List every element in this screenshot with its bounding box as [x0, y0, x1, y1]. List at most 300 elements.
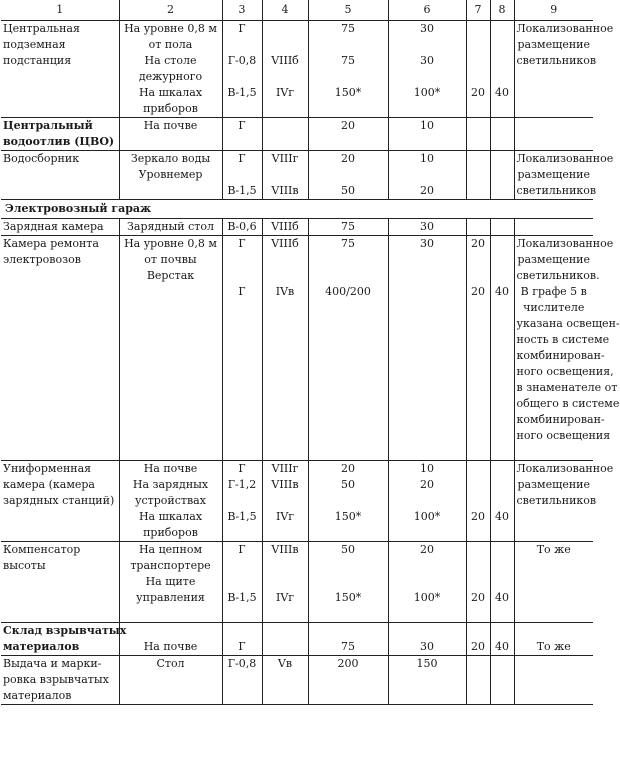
cell-line [265, 37, 306, 53]
cell-line: Выдача и марки- [3, 657, 102, 670]
column-number: 5 [308, 0, 388, 21]
cell-line [469, 219, 488, 235]
cell-line [265, 69, 306, 85]
cell-line: 200 [337, 657, 359, 670]
cell-col-4 [262, 236, 308, 461]
cell-line [311, 316, 386, 332]
cell-line [265, 623, 306, 639]
cell-line [122, 380, 220, 396]
table-row [1, 623, 593, 656]
cell-line [311, 364, 386, 380]
cell-line [225, 37, 260, 53]
table-row [1, 461, 593, 542]
cell-line: Г [238, 152, 246, 165]
cell-line: от пола [148, 38, 193, 51]
cell-line [493, 525, 512, 541]
cell-col-9 [514, 118, 593, 151]
cell-col-8 [490, 656, 514, 705]
cell-line [493, 574, 512, 590]
cell-col-3 [222, 542, 262, 623]
cell-col-8 [490, 542, 514, 623]
cell-col-6 [388, 542, 466, 623]
cell-line [122, 606, 220, 622]
cell-line [469, 623, 488, 639]
cell-line [493, 236, 512, 252]
column-number: 2 [119, 0, 222, 21]
cell-line [391, 412, 464, 428]
cell-line: Центральный [3, 119, 93, 132]
cell-col-3 [222, 623, 262, 656]
cell-line: Компенсатор [3, 543, 81, 556]
cell-line: IVг [275, 510, 295, 523]
cell-line [3, 284, 117, 300]
cell-col-7 [466, 21, 490, 118]
cell-col-9 [514, 151, 614, 200]
cell-line: 20 [341, 462, 355, 475]
cell-line [311, 37, 386, 53]
cell-col-6 [388, 21, 466, 118]
cell-col-1 [1, 118, 119, 151]
cell-line [469, 101, 488, 117]
cell-line [311, 428, 386, 444]
cell-line [225, 252, 260, 268]
cell-line [469, 183, 488, 199]
cell-line [3, 396, 117, 412]
table-row [1, 118, 593, 151]
cell-line [391, 167, 464, 183]
cell-line [122, 134, 220, 150]
cell-col-7 [466, 656, 490, 705]
cell-line: общего в системе [516, 397, 620, 410]
cell-line [311, 69, 386, 85]
cell-line: размещение [517, 253, 591, 266]
cell-col-5 [308, 21, 388, 118]
cell-col-1 [1, 542, 119, 623]
cell-line [265, 167, 306, 183]
cell-line: На почве [143, 462, 198, 475]
cell-line [493, 477, 512, 493]
cell-line: Г [238, 285, 246, 298]
cell-line: Г [238, 543, 246, 556]
cell-line [493, 101, 512, 117]
cell-line [469, 428, 488, 444]
cell-line: 30 [420, 237, 434, 250]
cell-line [311, 412, 386, 428]
cell-line [122, 412, 220, 428]
cell-line: водоотлив (ЦВО) [3, 135, 115, 148]
cell-line: 150 [416, 657, 438, 670]
cell-line [225, 268, 260, 284]
cell-line [493, 461, 512, 477]
cell-col-6 [388, 118, 466, 151]
cell-line: VIIIв [271, 543, 299, 556]
cell-line: ность в системе [516, 333, 610, 346]
cell-line [3, 509, 117, 525]
cell-line [225, 364, 260, 380]
cell-line [265, 574, 306, 590]
cell-line [311, 380, 386, 396]
cell-line: 20 [471, 237, 485, 250]
cell-line [391, 574, 464, 590]
cell-col-4 [262, 21, 308, 118]
cell-line [391, 525, 464, 541]
cell-line [391, 688, 464, 704]
cell-line [391, 348, 464, 364]
cell-line [493, 134, 512, 150]
cell-line: материалов [3, 640, 80, 653]
cell-line: ного освещения, [516, 365, 614, 378]
cell-line: То же [536, 640, 571, 653]
cell-line: В-1,5 [227, 86, 257, 99]
cell-line [493, 364, 512, 380]
cell-line: Камера ремонта [3, 237, 99, 250]
cell-line [517, 688, 592, 704]
cell-line [225, 412, 260, 428]
cell-line: 40 [495, 510, 509, 523]
cell-col-8 [490, 236, 514, 461]
cell-line: 20 [420, 543, 434, 556]
cell-col-5 [308, 542, 388, 623]
cell-line [469, 542, 488, 558]
cell-line [265, 688, 306, 704]
cell-line [3, 69, 117, 85]
cell-line [493, 183, 512, 199]
cell-line: электровозов [3, 253, 81, 266]
cell-line [311, 300, 386, 316]
cell-col-2 [119, 118, 222, 151]
cell-line [122, 284, 220, 300]
cell-line: Г [238, 22, 246, 35]
cell-line [391, 101, 464, 117]
cell-line: светильников [516, 54, 597, 67]
cell-col-8 [490, 151, 514, 200]
cell-line [225, 167, 260, 183]
cell-line [469, 461, 488, 477]
cell-line [517, 525, 592, 541]
cell-line: транспортере [130, 559, 211, 572]
column-number: 3 [222, 0, 262, 21]
cell-line [122, 332, 220, 348]
cell-line [493, 542, 512, 558]
cell-line: Локализованное [516, 152, 614, 165]
cell-line [3, 428, 117, 444]
cell-col-3 [222, 461, 262, 542]
cell-line [493, 268, 512, 284]
cell-line: VIIIб [271, 237, 299, 250]
cell-line [225, 525, 260, 541]
cell-line [469, 412, 488, 428]
cell-line [469, 37, 488, 53]
cell-line [311, 558, 386, 574]
cell-line [517, 623, 592, 639]
cell-col-4 [262, 151, 308, 200]
cell-line [391, 364, 464, 380]
cell-col-2 [119, 656, 222, 705]
cell-line: Зарядная камера [3, 220, 104, 233]
cell-line: 40 [495, 591, 509, 604]
cell-line [469, 69, 488, 85]
column-number: 8 [490, 0, 514, 21]
cell-line [493, 118, 512, 134]
cell-line: Г [238, 462, 246, 475]
cell-line [225, 574, 260, 590]
cell-line: Уровнемер [138, 168, 203, 181]
cell-line [265, 525, 306, 541]
cell-col-5 [308, 236, 388, 461]
cell-line [122, 444, 220, 460]
cell-line: Локализованное [516, 22, 614, 35]
norms-table [1, 0, 620, 705]
cell-line: Верстак [146, 269, 195, 282]
cell-line [225, 69, 260, 85]
cell-line: Униформенная [3, 462, 92, 475]
cell-line [469, 688, 488, 704]
cell-col-7 [466, 118, 490, 151]
cell-line: 20 [471, 86, 485, 99]
cell-line [311, 101, 386, 117]
cell-line [469, 348, 488, 364]
cell-line [225, 332, 260, 348]
cell-line: устройствах [135, 494, 206, 507]
cell-line: Г-0,8 [227, 54, 257, 67]
cell-line: 40 [495, 86, 509, 99]
cell-line: VIIIг [271, 462, 299, 475]
cell-line [122, 183, 220, 199]
cell-line: 10 [420, 152, 434, 165]
cell-line [265, 332, 306, 348]
column-number: 1 [1, 0, 119, 21]
cell-line [391, 623, 464, 639]
cell-line [311, 167, 386, 183]
cell-col-3 [222, 219, 262, 236]
cell-line: ровка взрывчатых [3, 673, 109, 686]
cell-line [391, 69, 464, 85]
cell-line [469, 606, 488, 622]
cell-line: 20 [420, 184, 434, 197]
cell-line [311, 348, 386, 364]
cell-line [3, 183, 117, 199]
cell-line [517, 69, 592, 85]
cell-line [391, 396, 464, 412]
cell-col-2 [119, 219, 222, 236]
cell-line [225, 428, 260, 444]
cell-line [3, 300, 117, 316]
cell-line: Водосборник [3, 152, 80, 165]
cell-line [311, 268, 386, 284]
cell-line [391, 558, 464, 574]
cell-line [493, 252, 512, 268]
cell-line [122, 688, 220, 704]
cell-line [225, 606, 260, 622]
cell-col-8 [490, 461, 514, 542]
cell-line: светильников [516, 184, 597, 197]
cell-line [493, 53, 512, 69]
cell-col-5 [308, 118, 388, 151]
cell-line [3, 364, 117, 380]
cell-line [469, 134, 488, 150]
cell-line: На шкалах [138, 510, 203, 523]
cell-line [517, 444, 592, 460]
cell-line [265, 300, 306, 316]
cell-line [493, 348, 512, 364]
cell-line [469, 364, 488, 380]
cell-line [469, 558, 488, 574]
cell-col-6 [388, 236, 466, 461]
cell-line: светильников. [516, 269, 600, 282]
cell-line: 150* [334, 510, 362, 523]
cell-line [493, 69, 512, 85]
cell-line [469, 53, 488, 69]
cell-line: VIIIб [271, 220, 299, 233]
cell-line [493, 37, 512, 53]
cell-line [469, 21, 488, 37]
cell-col-1 [1, 623, 127, 656]
cell-line [517, 656, 592, 672]
cell-line [122, 623, 220, 639]
cell-col-9 [514, 21, 614, 118]
cell-col-2 [119, 623, 222, 656]
cell-line [265, 444, 306, 460]
cell-line [311, 574, 386, 590]
cell-line: размещение [517, 38, 591, 51]
cell-line [469, 525, 488, 541]
table-row [1, 656, 593, 705]
cell-line [469, 252, 488, 268]
cell-line: зарядных станций) [3, 494, 115, 507]
cell-col-3 [222, 151, 262, 200]
cell-line: приборов [143, 102, 198, 115]
cell-line [3, 380, 117, 396]
cell-line [3, 332, 117, 348]
cell-line: дежурного [138, 70, 203, 83]
cell-col-1 [1, 236, 119, 461]
cell-col-7 [466, 236, 490, 461]
cell-line [493, 21, 512, 37]
cell-line: 20 [341, 152, 355, 165]
cell-line [493, 412, 512, 428]
cell-line [265, 672, 306, 688]
cell-line [493, 493, 512, 509]
cell-line [493, 444, 512, 460]
section-title: Электровозный гараж [1, 200, 593, 219]
cell-line: размещение [517, 478, 591, 491]
cell-line: В-1,5 [227, 184, 257, 197]
cell-col-6 [388, 219, 466, 236]
cell-col-5 [308, 151, 388, 200]
cell-line [493, 558, 512, 574]
cell-line: размещение [517, 168, 591, 181]
cell-line: 40 [495, 640, 509, 653]
cell-line [469, 380, 488, 396]
cell-line [3, 606, 117, 622]
cell-line [493, 623, 512, 639]
cell-line [225, 101, 260, 117]
cell-line: 75 [341, 54, 355, 67]
cell-line [391, 606, 464, 622]
cell-line [517, 606, 592, 622]
cell-line: Склад взрывчатых [3, 624, 127, 637]
cell-line: 75 [341, 22, 355, 35]
cell-col-4 [262, 656, 308, 705]
cell-line [517, 85, 592, 101]
cell-line [391, 444, 464, 460]
cell-line [517, 590, 592, 606]
cell-line [517, 509, 592, 525]
cell-line: 20 [471, 591, 485, 604]
cell-line: комбинирован- [516, 349, 605, 362]
cell-col-2 [119, 461, 222, 542]
cell-line [225, 558, 260, 574]
cell-col-7 [466, 219, 490, 236]
cell-col-9 [514, 219, 593, 236]
cell-line [3, 85, 117, 101]
cell-col-4 [262, 542, 308, 623]
cell-col-1 [1, 656, 119, 705]
cell-line [391, 672, 464, 688]
cell-line: 20 [341, 119, 355, 132]
cell-line [265, 396, 306, 412]
cell-line: 30 [420, 640, 434, 653]
column-number: 4 [262, 0, 308, 21]
cell-line [122, 300, 220, 316]
cell-line [469, 672, 488, 688]
cell-line [122, 672, 220, 688]
table-row [1, 542, 593, 623]
cell-line [265, 380, 306, 396]
cell-line [311, 332, 386, 348]
cell-col-7 [466, 151, 490, 200]
cell-col-9 [514, 623, 593, 656]
cell-col-3 [222, 118, 262, 151]
cell-line: Зеркало воды [130, 152, 211, 165]
cell-line: 20 [471, 640, 485, 653]
cell-line [493, 428, 512, 444]
cell-line: Центральная [3, 22, 80, 35]
cell-line [469, 574, 488, 590]
cell-line [469, 118, 488, 134]
cell-line: 150* [334, 86, 362, 99]
cell-col-7 [466, 461, 490, 542]
cell-line: VIIIг [271, 152, 299, 165]
cell-line [311, 134, 386, 150]
cell-col-2 [119, 236, 222, 461]
cell-line [493, 656, 512, 672]
cell-line [265, 428, 306, 444]
cell-line: 75 [341, 237, 355, 250]
cell-col-6 [388, 461, 466, 542]
cell-line [311, 396, 386, 412]
cell-line: Г [238, 640, 246, 653]
cell-line: указана освещен- [516, 317, 620, 330]
table-row [1, 151, 593, 200]
cell-line: 50 [341, 184, 355, 197]
cell-col-8 [490, 21, 514, 118]
cell-line [391, 428, 464, 444]
table-row [1, 236, 593, 461]
cell-line: IVв [275, 285, 295, 298]
cell-line: В-1,5 [227, 510, 257, 523]
cell-col-4 [262, 118, 308, 151]
cell-col-3 [222, 656, 262, 705]
cell-line [493, 300, 512, 316]
cell-line [517, 672, 592, 688]
cell-line [391, 37, 464, 53]
cell-line: 150* [334, 591, 362, 604]
cell-line [3, 574, 117, 590]
cell-line [493, 380, 512, 396]
cell-col-6 [388, 151, 466, 200]
cell-line: VIIIв [271, 184, 299, 197]
